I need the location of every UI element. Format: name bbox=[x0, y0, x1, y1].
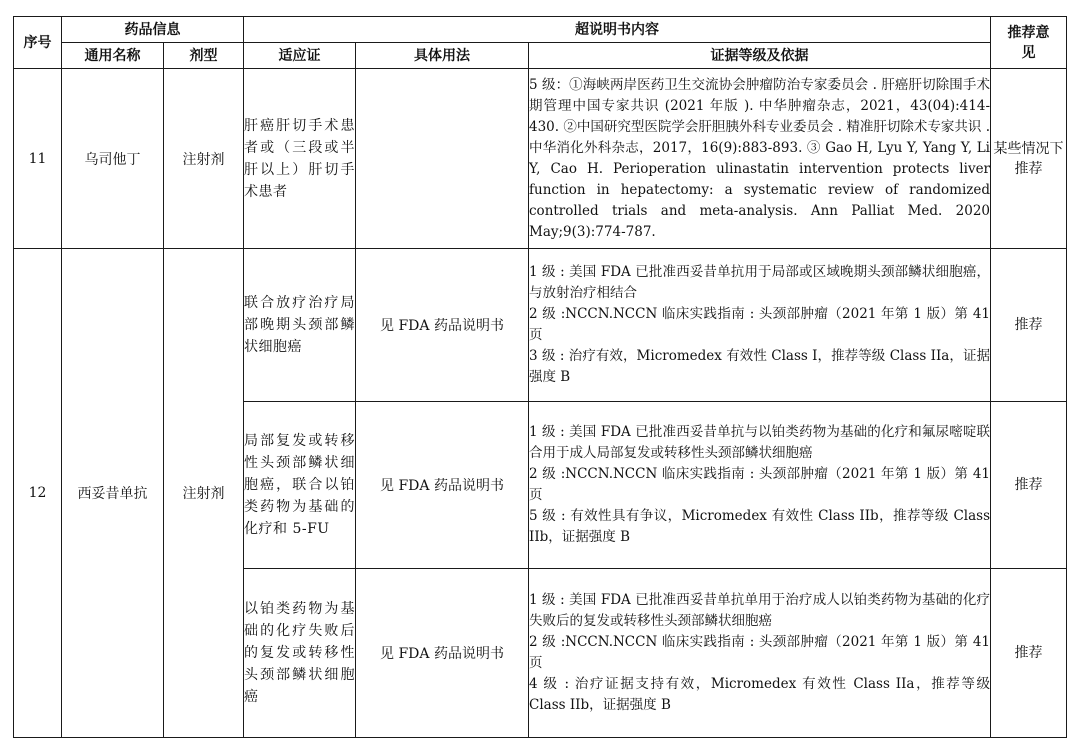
evidence-line: 5 级 : 有效性具有争议，Micromedex 有效性 Class IIb，推荐等级 Class IIb，证据强度 B bbox=[529, 508, 991, 545]
evidence-header: 证据等级及依据 bbox=[529, 43, 991, 69]
row-evidence bbox=[529, 249, 991, 402]
evidence-line: 2 级 :NCCN.NCCN 临床实践指南 : 头颈部肿瘤（2021 年第 1 版）第 41 页 bbox=[529, 634, 991, 671]
row-usage: 见 FDA 药品说明书 bbox=[356, 569, 529, 738]
seq-header: 序号 bbox=[14, 17, 62, 69]
evidence-line: 1 级 : 美国 FDA 已批准西妥昔单抗单用于治疗成人以铂类药物为基础的化疗失败后的复发或转移性头颈部鳞状细胞癌 bbox=[529, 592, 991, 629]
offlabel-content-header: 超说明书内容 bbox=[244, 17, 991, 43]
row-generic-name: 乌司他丁 bbox=[62, 69, 164, 249]
row-indication: 局部复发或转移性头颈部鳞状细胞癌，联合以铂类药物为基础的化疗和 5-FU bbox=[244, 402, 356, 569]
evidence-line: 2 级 :NCCN.NCCN 临床实践指南 : 头颈部肿瘤（2021 年第 1 版）第 41 页 bbox=[529, 306, 991, 343]
dosage-form-header: 剂型 bbox=[164, 43, 244, 69]
row-recommend: 推荐 bbox=[991, 569, 1067, 738]
usage-header: 具体用法 bbox=[356, 43, 529, 69]
row-usage: 见 FDA 药品说明书 bbox=[356, 249, 529, 402]
row-indication: 以铂类药物为基础的化疗失败后的复发或转移性头颈部鳞状细胞癌 bbox=[244, 569, 356, 738]
drug-info-header: 药品信息 bbox=[62, 17, 244, 43]
row-indication: 肝癌肝切手术患者或（三段或半肝以上）肝切手术患者 bbox=[244, 69, 356, 249]
row-usage bbox=[356, 69, 529, 249]
row-seq: 12 bbox=[14, 249, 62, 738]
row-evidence bbox=[529, 402, 991, 569]
row-recommend: 某些情况下推荐 bbox=[991, 69, 1067, 249]
row-recommend: 推荐 bbox=[991, 249, 1067, 402]
evidence-line: 4 级 : 治疗证据支持有效，Micromedex 有效性 Class IIa，推荐等级 Class IIb，证据强度 B bbox=[529, 676, 991, 713]
row-usage: 见 FDA 药品说明书 bbox=[356, 402, 529, 569]
evidence-line: 1 级 : 美国 FDA 已批准西妥昔单抗与以铂类药物为基础的化疗和氟尿嘧啶联合用于成人局部复发或转移性头颈部鳞状细胞癌 bbox=[529, 424, 991, 461]
row-recommend: 推荐 bbox=[991, 402, 1067, 569]
row-evidence bbox=[529, 569, 991, 738]
row-generic-name: 西妥昔单抗 bbox=[62, 249, 164, 738]
table-row bbox=[14, 69, 1067, 249]
recommend-header: 推荐意见 bbox=[991, 17, 1067, 69]
row-evidence bbox=[529, 69, 991, 249]
evidence-line: 3 级 : 治疗有效，Micromedex 有效性 Class I，推荐等级 Class IIa，证据强度 B bbox=[529, 348, 991, 385]
header-row-2 bbox=[14, 43, 1067, 69]
table-row bbox=[14, 249, 1067, 402]
indication-header: 适应证 bbox=[244, 43, 356, 69]
header-row-1 bbox=[14, 17, 1067, 43]
evidence-line: 2 级 :NCCN.NCCN 临床实践指南 : 头颈部肿瘤（2021 年第 1 版）第 41 页 bbox=[529, 466, 991, 503]
offlabel-drug-table bbox=[13, 16, 1067, 738]
row-indication: 联合放疗治疗局部晚期头颈部鳞状细胞癌 bbox=[244, 249, 356, 402]
evidence-line: 5 级：①海峡两岸医药卫生交流协会肿瘤防治专家委员会 . 肝癌肝切除围手术期管理中国专家共识 (2021 年版 ). 中华肿瘤杂志，2021，43(04):414-430. ②中国研究型医院学会肝胆胰外科专业委员会 . 精准肝切除术专家共识 . 中华消化外科杂志，2017，16(9):883-893. ③ Gao H, Lyu Y, Yang Y, Li Y, Cao H. Perioperation ulinastatin intervention protects liver function in hepatectomy: a systematic review of randomized controlled trials and meta-analysis. Ann Palliat Med. 2020 May;9(3):774-787. bbox=[529, 76, 991, 240]
evidence-line: 1 级 : 美国 FDA 已批准西妥昔单抗用于局部或区域晚期头颈部鳞状细胞癌，与放射治疗相结合 bbox=[529, 264, 991, 301]
generic-name-header: 通用名称 bbox=[62, 43, 164, 69]
row-dosage-form: 注射剂 bbox=[164, 249, 244, 738]
row-dosage-form: 注射剂 bbox=[164, 69, 244, 249]
row-seq: 11 bbox=[14, 69, 62, 249]
